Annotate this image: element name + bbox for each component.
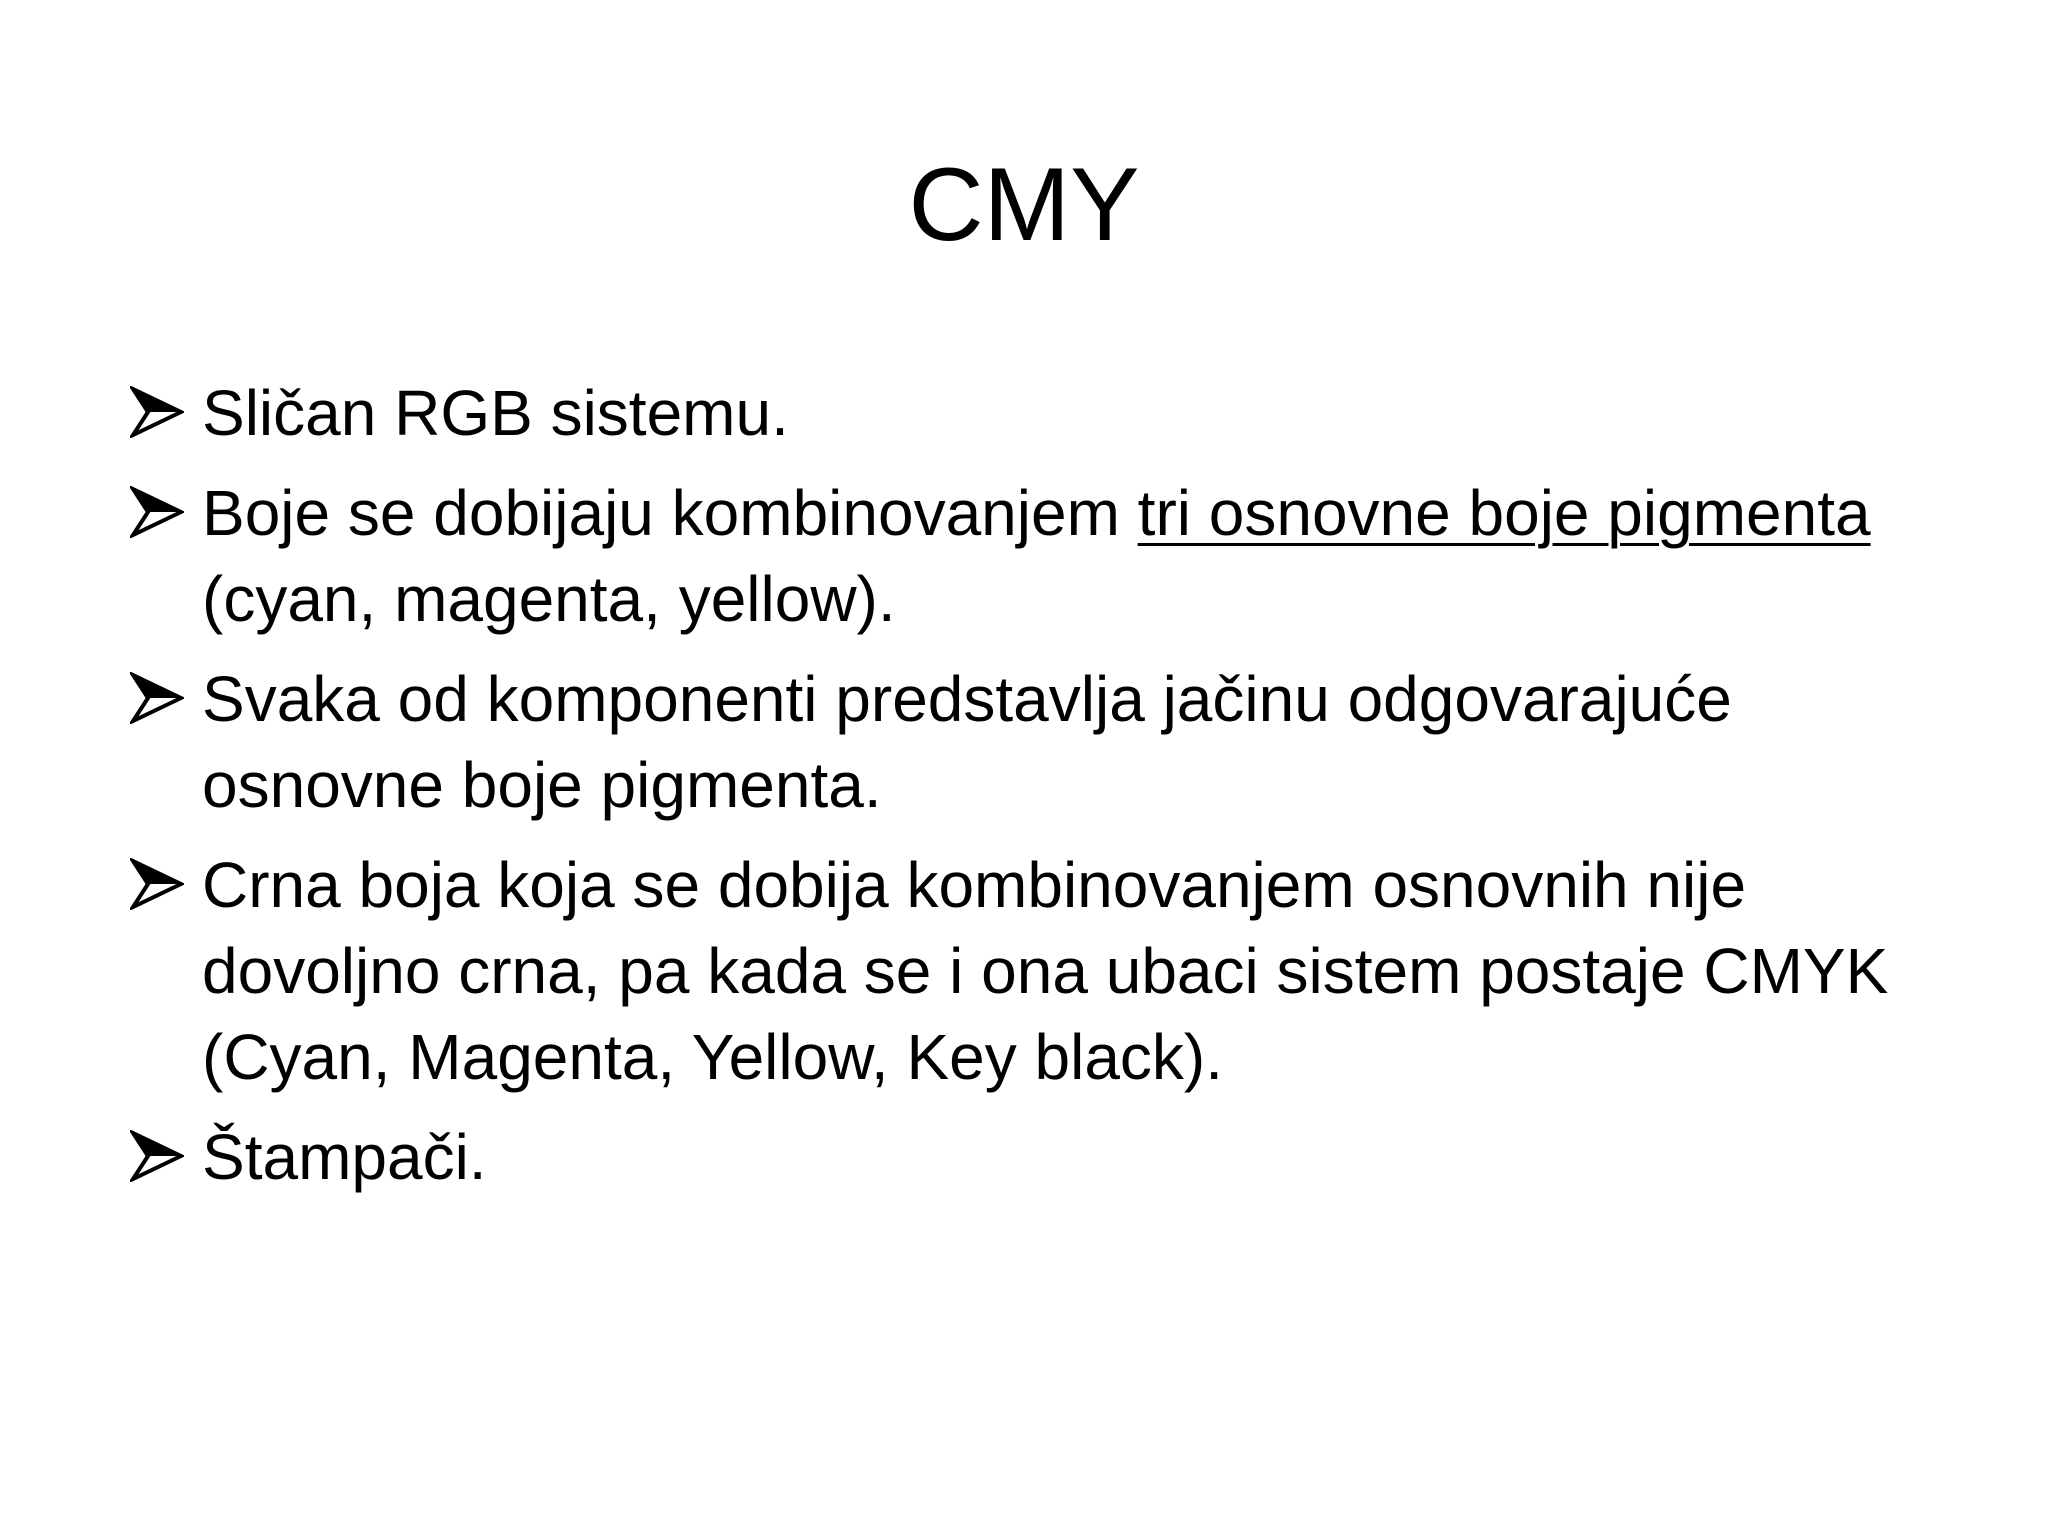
bullet-text: Svaka od komponenti predstavlja jačinu odgovarajuće osnovne boje pigmenta. xyxy=(202,663,1768,821)
bullet-text-underlined: tri osnovne boje pigmenta xyxy=(1137,477,1871,549)
arrow-bullet-icon xyxy=(130,486,184,538)
bullet-list xyxy=(130,370,1930,1214)
bullet-item xyxy=(130,842,1930,1100)
arrow-bullet-icon xyxy=(130,858,184,910)
bullet-text-post: (cyan, magenta, yellow). xyxy=(202,563,896,635)
arrow-bullet-icon xyxy=(130,386,184,438)
bullet-text-pre: Boje se dobijaju kombinovanjem xyxy=(202,477,1138,549)
bullet-text: Štampači. xyxy=(202,1121,487,1193)
arrow-bullet-icon xyxy=(130,672,184,724)
arrow-bullet-icon xyxy=(130,1130,184,1182)
bullet-text: Crna boja koja se dobija kombinovanjem osnovnih nije dovoljno crna, pa kada se i ona ubaci sistem postaje CMYK (Cyan, Magenta, Yellow, Key black). xyxy=(202,849,1889,1093)
bullet-item xyxy=(130,470,1930,642)
bullet-item xyxy=(130,1114,1930,1200)
bullet-item xyxy=(130,370,1930,456)
bullet-item xyxy=(130,656,1930,828)
bullet-text: Sličan RGB sistemu. xyxy=(202,377,789,449)
slide-title: CMY xyxy=(908,147,1140,263)
